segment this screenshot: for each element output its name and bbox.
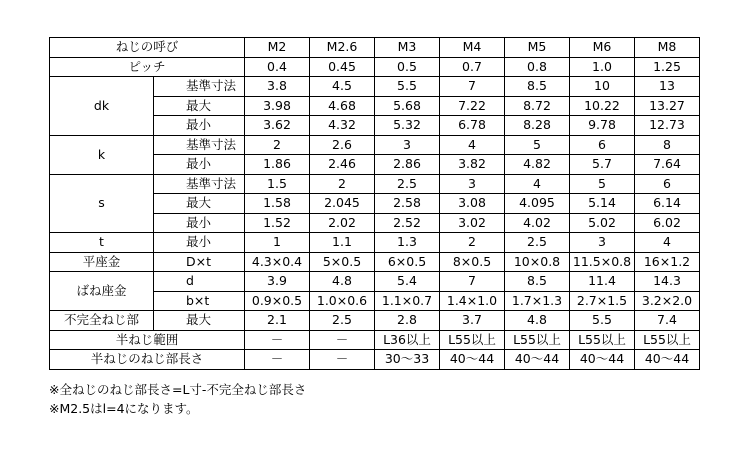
value-cell: 16×1.2: [635, 252, 700, 272]
size-header: M2.6: [310, 38, 375, 58]
value-cell: 2: [310, 174, 375, 194]
value-cell: 5.32: [375, 116, 440, 136]
value-cell: L55以上: [440, 330, 505, 350]
row-group-label: dk: [50, 77, 154, 136]
value-cell: L55以上: [570, 330, 635, 350]
value-cell: 7: [440, 272, 505, 292]
value-cell: 8×0.5: [440, 252, 505, 272]
value-cell: 5: [570, 174, 635, 194]
value-cell: 4.3×0.4: [245, 252, 310, 272]
value-cell: 1.0×0.6: [310, 291, 375, 311]
header-label: ねじの呼び: [50, 38, 245, 58]
size-header: M3: [375, 38, 440, 58]
header-row: [50, 38, 700, 58]
value-cell: 3.8: [245, 77, 310, 97]
value-cell: 4: [635, 233, 700, 253]
value-cell: 13: [635, 77, 700, 97]
value-cell: 10×0.8: [505, 252, 570, 272]
table-row: [50, 311, 700, 331]
value-cell: 6.14: [635, 194, 700, 214]
value-cell: 5.5: [375, 77, 440, 97]
row-sub-label: 最大: [154, 96, 245, 116]
table-row: [50, 135, 700, 155]
row-sub-label: 最小: [154, 155, 245, 175]
value-cell: 1.86: [245, 155, 310, 175]
value-cell: 8.72: [505, 96, 570, 116]
value-cell: 3.2×2.0: [635, 291, 700, 311]
row-label: ピッチ: [50, 57, 245, 77]
value-cell: 30～33: [375, 350, 440, 370]
value-cell: 3.62: [245, 116, 310, 136]
value-cell: 2: [245, 135, 310, 155]
value-cell: 2.5: [375, 174, 440, 194]
value-cell: 3: [440, 174, 505, 194]
value-cell: 10: [570, 77, 635, 97]
value-cell: 5.14: [570, 194, 635, 214]
value-cell: 2.02: [310, 213, 375, 233]
row-sub-label: 基準寸法: [154, 77, 245, 97]
row-sub-label: 基準寸法: [154, 135, 245, 155]
value-cell: 1.3: [375, 233, 440, 253]
value-cell: 5.5: [570, 311, 635, 331]
value-cell: 4.68: [310, 96, 375, 116]
value-cell: 2.6: [310, 135, 375, 155]
value-cell: 8.28: [505, 116, 570, 136]
value-cell: 13.27: [635, 96, 700, 116]
row-sub-label: d: [154, 272, 245, 292]
value-cell: 6: [635, 174, 700, 194]
value-cell: 3.82: [440, 155, 505, 175]
value-cell: 40～44: [635, 350, 700, 370]
value-cell: 0.9×0.5: [245, 291, 310, 311]
value-cell: 4.8: [310, 272, 375, 292]
value-cell: 1.25: [635, 57, 700, 77]
value-cell: 11.5×0.8: [570, 252, 635, 272]
row-sub-label: 最大: [154, 311, 245, 331]
value-cell: 2: [440, 233, 505, 253]
value-cell: 0.5: [375, 57, 440, 77]
value-cell: 0.45: [310, 57, 375, 77]
value-cell: 8.5: [505, 77, 570, 97]
value-cell: 3.9: [245, 272, 310, 292]
value-cell: 1.7×1.3: [505, 291, 570, 311]
value-cell: 1.0: [570, 57, 635, 77]
value-cell: 2.86: [375, 155, 440, 175]
spec-table: [49, 37, 700, 370]
value-cell: －: [245, 330, 310, 350]
value-cell: 5.68: [375, 96, 440, 116]
value-cell: 40～44: [570, 350, 635, 370]
value-cell: 0.7: [440, 57, 505, 77]
table-row: [50, 174, 700, 194]
value-cell: 2.045: [310, 194, 375, 214]
row-sub-label: b×t: [154, 291, 245, 311]
table-row: [50, 350, 700, 370]
value-cell: 3.08: [440, 194, 505, 214]
value-cell: 4.5: [310, 77, 375, 97]
value-cell: L55以上: [635, 330, 700, 350]
table-row: [50, 252, 700, 272]
value-cell: 1.1×0.7: [375, 291, 440, 311]
table-row: [50, 77, 700, 97]
table-row: [50, 330, 700, 350]
size-header: M5: [505, 38, 570, 58]
value-cell: 14.3: [635, 272, 700, 292]
value-cell: 5.02: [570, 213, 635, 233]
table-row: [50, 272, 700, 292]
value-cell: 7.64: [635, 155, 700, 175]
value-cell: 3.02: [440, 213, 505, 233]
value-cell: 4.8: [505, 311, 570, 331]
value-cell: 4.32: [310, 116, 375, 136]
value-cell: L36以上: [375, 330, 440, 350]
size-header: M8: [635, 38, 700, 58]
row-group-label: k: [50, 135, 154, 174]
value-cell: 6.02: [635, 213, 700, 233]
value-cell: 4.095: [505, 194, 570, 214]
row-group-label: 不完全ねじ部: [50, 311, 154, 331]
value-cell: 2.52: [375, 213, 440, 233]
table-row: [50, 233, 700, 253]
value-cell: 3: [570, 233, 635, 253]
row-group-label: s: [50, 174, 154, 233]
value-cell: 0.8: [505, 57, 570, 77]
value-cell: 4.82: [505, 155, 570, 175]
size-header: M6: [570, 38, 635, 58]
value-cell: L55以上: [505, 330, 570, 350]
table-body: [50, 57, 700, 369]
value-cell: 9.78: [570, 116, 635, 136]
value-cell: 1.5: [245, 174, 310, 194]
value-cell: 4.02: [505, 213, 570, 233]
size-header: M2: [245, 38, 310, 58]
row-group-label: t: [50, 233, 154, 253]
value-cell: －: [245, 350, 310, 370]
table-row: [50, 57, 700, 77]
value-cell: 0.4: [245, 57, 310, 77]
row-label: 半ねじ範囲: [50, 330, 245, 350]
value-cell: 5×0.5: [310, 252, 375, 272]
value-cell: 6: [570, 135, 635, 155]
value-cell: 3.98: [245, 96, 310, 116]
value-cell: 7.22: [440, 96, 505, 116]
value-cell: －: [310, 330, 375, 350]
footnotes: [49, 380, 306, 418]
value-cell: 2.46: [310, 155, 375, 175]
row-group-label: ばね座金: [50, 272, 154, 311]
value-cell: 1.4×1.0: [440, 291, 505, 311]
value-cell: 4: [505, 174, 570, 194]
value-cell: 7.4: [635, 311, 700, 331]
footnote: ※M2.5はl=4になります。: [49, 401, 199, 416]
value-cell: 6×0.5: [375, 252, 440, 272]
value-cell: 6.78: [440, 116, 505, 136]
value-cell: 40～44: [440, 350, 505, 370]
value-cell: 12.73: [635, 116, 700, 136]
row-label: 半ねじのねじ部長さ: [50, 350, 245, 370]
value-cell: 4: [440, 135, 505, 155]
row-group-label: 平座金: [50, 252, 154, 272]
value-cell: 5.4: [375, 272, 440, 292]
value-cell: 2.5: [310, 311, 375, 331]
value-cell: －: [310, 350, 375, 370]
row-sub-label: 最小: [154, 213, 245, 233]
value-cell: 8: [635, 135, 700, 155]
value-cell: 2.5: [505, 233, 570, 253]
value-cell: 5.7: [570, 155, 635, 175]
size-header: M4: [440, 38, 505, 58]
value-cell: 2.1: [245, 311, 310, 331]
value-cell: 11.4: [570, 272, 635, 292]
value-cell: 1.1: [310, 233, 375, 253]
value-cell: 8.5: [505, 272, 570, 292]
value-cell: 7: [440, 77, 505, 97]
value-cell: 1.52: [245, 213, 310, 233]
value-cell: 2.58: [375, 194, 440, 214]
footnote: ※全ねじのねじ部長さ=L寸-不完全ねじ部長さ: [49, 382, 307, 397]
value-cell: 1.58: [245, 194, 310, 214]
value-cell: 3: [375, 135, 440, 155]
row-sub-label: 最小: [154, 233, 245, 253]
value-cell: 3.7: [440, 311, 505, 331]
value-cell: 2.7×1.5: [570, 291, 635, 311]
value-cell: 1: [245, 233, 310, 253]
value-cell: 2.8: [375, 311, 440, 331]
value-cell: 40～44: [505, 350, 570, 370]
row-sub-label: 基準寸法: [154, 174, 245, 194]
value-cell: 5: [505, 135, 570, 155]
value-cell: 10.22: [570, 96, 635, 116]
row-sub-label: 最小: [154, 116, 245, 136]
row-sub-label: D×t: [154, 252, 245, 272]
row-sub-label: 最大: [154, 194, 245, 214]
